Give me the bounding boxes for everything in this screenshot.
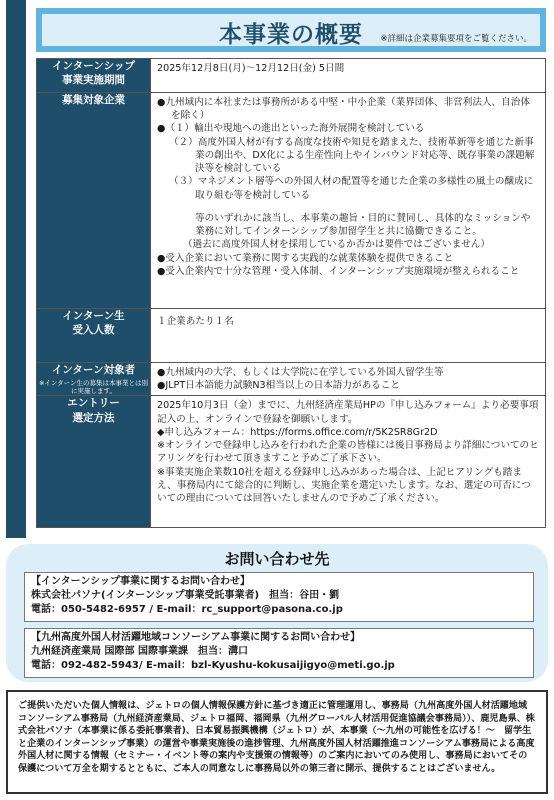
label-target-company: 募集対象企業 <box>37 93 151 309</box>
contact-title: お問い合わせ先 <box>224 550 330 568</box>
row-target-company <box>37 93 546 309</box>
value-intern-target: ●九州域内の大学、もしくは大学院に在学している外国人留学生等 ●JLPT日本語能力試験N3相当以上の日本語力があること <box>151 363 546 396</box>
privacy-notice: ご提供いただいた個人情報は、ジェトロの個人情報保護方針に基づき適正に管理運用し、事務局（九州高度外国人材活躍地域コンソーシアム事務局（九州経済産業局、ジェトロ福岡、福岡県（九州グローバル人材活用促進協議会事務局））、鹿児島県、株式会社パソナ（本事業に係る委託事業者)、日本貿易振興機構（ジェトロ）が、本事業（～九州の可能性を広げる！～ 留学生と企業のインターンシップ事業）の運営や事業実施後の進捗管理、九州高度外国人材活躍推進コンソーシアム事務局による高度外国人材に関する情報（セミナー・イベント等の案内や支援策の情報等）のご案内においてのみ使用し、事務局においてその保護について万全を期するとともに、ご本人の同意なしに事務局以外の第三者に開示、提供することはございません。 <box>6 690 548 794</box>
label-entry: エントリー 選定方法 <box>37 396 151 528</box>
contact-section <box>6 544 548 682</box>
contact-org: 九州経済産業局 国際部 国際事業課 担当：溝口 <box>31 646 248 657</box>
row-period <box>37 59 546 93</box>
contact-heading: 【九州高度外国人材活躍地域コンソーシアム事業に関するお問い合わせ】 <box>31 632 361 643</box>
contact-tel-email[interactable]: 電話：092-482-5943/ E-mail：bzl-Kyushu-kokusaijigyo@meti.go.jp <box>31 660 395 671</box>
row-entry <box>37 396 546 528</box>
title-note: ※詳細は企業募集要項をご覧ください。 <box>380 34 532 44</box>
row-intern-target <box>37 363 546 396</box>
value-entry: 2025年10月3日（金）までに、九州経済産業局HPの『申し込みフォーム』より必要事項記入の上、オンラインで登録を御願いします。 ◆申し込みフォーム：https://forms.office.com/r/5K2SR8Gr2D ※オンラインで登録申し込みを行われた企業の皆様には後日事務局より詳細についてのヒアリングを行わせて頂きますこと予めご了承下さい。 ※事業実施企業数10社を超える登録申し込みがあった場合は、上記ヒアリングも踏まえ、事務局内にて総合的に判断し、実施企業を選定いたします。なお、選定の可否についての理由については回答いたしませんので予めご了承ください。 <box>151 396 546 528</box>
title-banner <box>36 8 546 52</box>
contact-card-pasona <box>24 572 534 622</box>
label-period: インターンシップ 事業実施期間 <box>37 59 151 93</box>
label-intern-target: インターン対象者 ※インターン生の募集は本事業とは別に実施します。 <box>37 363 151 396</box>
row-intern-count <box>37 309 546 363</box>
value-target-company: ●九州域内に本社または事務所がある中堅・中小企業（業界団体、非営利法人、自治体を除く） ●（１）輸出や現地への進出といった海外展開を検討している （２）高度外国人材が有する高度な技術や知見を踏まえた、技術革新等を通じた新事業の創出や、DX化による生産性向上やインバウンド対応等、既存事業の課題解決等を検討している （３）マネジメント層等への外国人材の配置等を通じた企業の多様性の風土の醸成に取り組む等を検討している 等のいずれかに該当し、本事業の趣旨・目的に賛同し、具体的なミッションや業務に対してインターンシップ参加留学生と共に協働できること。 （過去に高度外国人材を採用しているか否かは要件ではございません） ●受入企業において業務に関する実践的な就業体験を提供できること ●受入企業内で十分な管理・受入体制、インターンシップ実施環境が整えられること <box>151 93 546 309</box>
application-form-link[interactable]: ◆申し込みフォーム：https://forms.office.com/r/5K2SR8Gr2D <box>157 426 438 438</box>
contact-tel-email[interactable]: 電話：050-5482-6957 / E-mail：rc_support@pasona.co.jp <box>31 604 343 615</box>
contact-org: 株式会社パソナ(インターンシップ事業受託事業者) 担当：谷田・劉 <box>31 590 340 601</box>
left-accent-bar <box>6 0 26 538</box>
contact-card-meti <box>24 628 534 678</box>
label-intern-count: インターン生 受入人数 <box>37 309 151 363</box>
value-period: 2025年12月8日(月)～12月12日(金) 5日間 <box>151 59 546 93</box>
overview-table <box>36 58 546 528</box>
contact-heading: 【インターンシップ事業に関するお問い合わせ】 <box>31 576 250 587</box>
value-intern-count: １企業あたり１名 <box>151 309 546 363</box>
page-title: 本事業の概要 <box>219 22 363 48</box>
